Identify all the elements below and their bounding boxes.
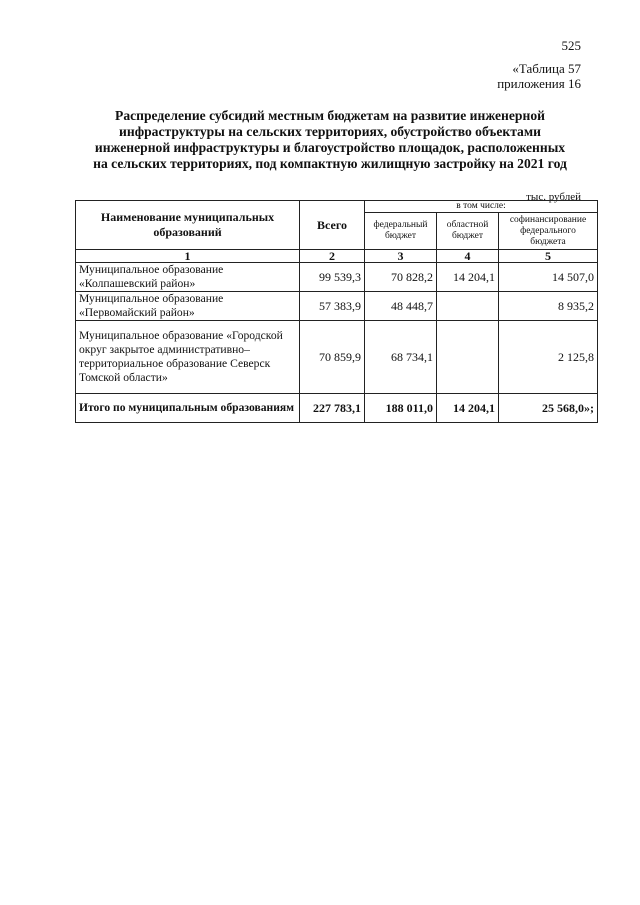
total-sum: 227 783,1	[300, 394, 365, 423]
total-cofinancing: 25 568,0»;	[499, 394, 598, 423]
row-regional: 14 204,1	[437, 263, 499, 292]
header-name: Наименование муниципальных образований	[76, 201, 300, 250]
header-row	[76, 201, 598, 213]
column-number-row	[76, 250, 598, 263]
total-name: Итого по муниципальным образованиям	[76, 394, 300, 423]
caption-line-1: «Таблица 57	[512, 61, 581, 76]
title-line: на сельских территориях, под компактную жилищную застройку на 2021 год	[93, 156, 567, 171]
row-name: Муниципальное образование «Колпашевский район»	[76, 263, 300, 292]
row-regional	[437, 292, 499, 321]
column-number: 5	[499, 250, 598, 263]
total-row	[76, 394, 598, 423]
table-row	[76, 263, 598, 292]
header-cofinancing: софинансирование федерального бюджета	[499, 213, 598, 250]
title-line: инженерной инфраструктуры и благоустройство площадок, расположенных	[94, 140, 566, 155]
table-row	[76, 321, 598, 394]
header-regional: областной бюджет	[437, 213, 499, 250]
row-name: Муниципальное образование «Первомайский район»	[76, 292, 300, 321]
title-line: Распределение субсидий местным бюджетам на развитие инженерной	[115, 108, 545, 123]
column-number: 4	[437, 250, 499, 263]
row-name: Муниципальное образование «Городской округ закрытое административно–территориальное образование Северск Томской области»	[76, 321, 300, 394]
subsidy-table	[75, 200, 598, 423]
row-federal: 48 448,7	[365, 292, 437, 321]
row-regional	[437, 321, 499, 394]
header-federal: федеральный бюджет	[365, 213, 437, 250]
row-federal: 70 828,2	[365, 263, 437, 292]
total-regional: 14 204,1	[437, 394, 499, 423]
column-number: 2	[300, 250, 365, 263]
caption-line-2: приложения 16	[497, 76, 581, 91]
row-cofinancing: 8 935,2	[499, 292, 598, 321]
row-total: 57 383,9	[300, 292, 365, 321]
header-total: Всего	[300, 201, 365, 250]
header-including: в том числе:	[365, 201, 598, 213]
table-caption	[497, 61, 581, 91]
document-title	[75, 108, 585, 172]
total-federal: 188 011,0	[365, 394, 437, 423]
title-line: инфраструктуры на сельских территориях, обустройство объектами	[119, 124, 541, 139]
column-number: 3	[365, 250, 437, 263]
row-total: 99 539,3	[300, 263, 365, 292]
page-number: 525	[561, 38, 581, 53]
units-label: тыс. рублей	[526, 191, 581, 203]
row-cofinancing: 14 507,0	[499, 263, 598, 292]
column-number: 1	[76, 250, 300, 263]
row-total: 70 859,9	[300, 321, 365, 394]
row-cofinancing: 2 125,8	[499, 321, 598, 394]
row-federal: 68 734,1	[365, 321, 437, 394]
table-row	[76, 292, 598, 321]
